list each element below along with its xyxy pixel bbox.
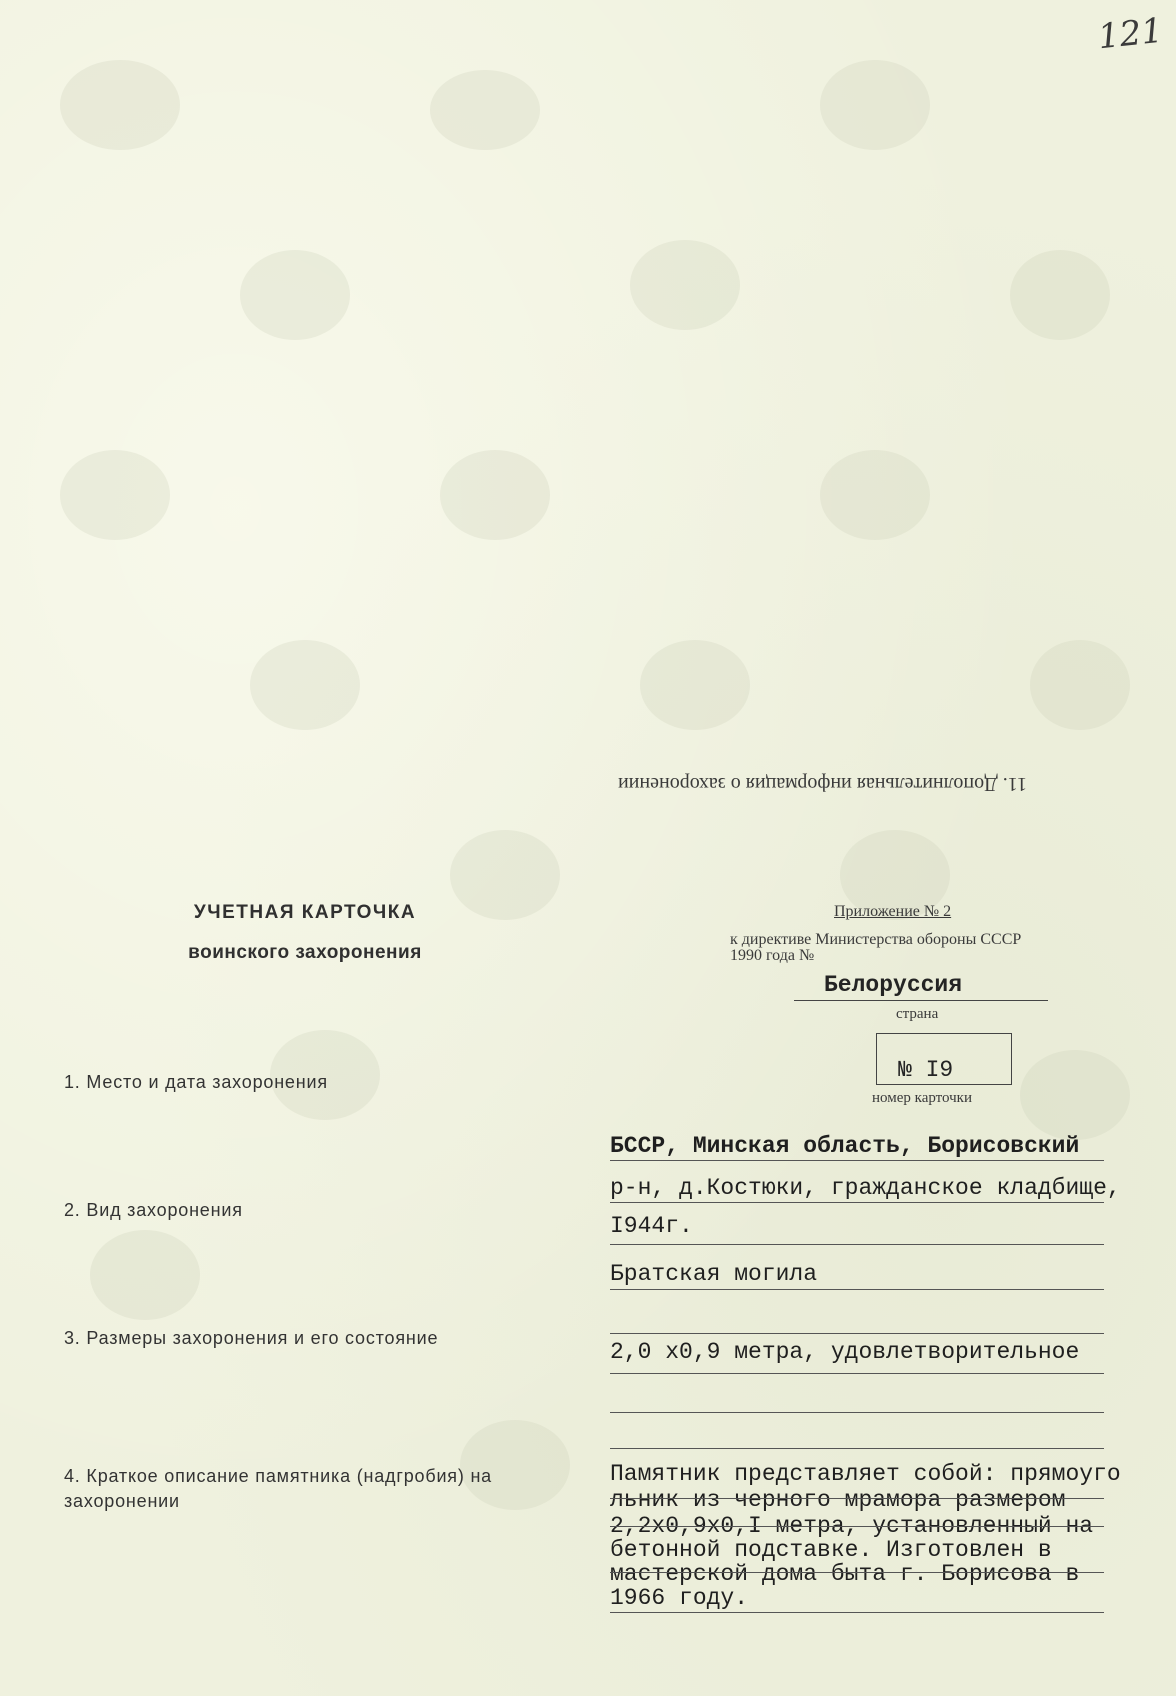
field-monument-label: 4. Краткое описание памятника (надгробия) на захоронении xyxy=(64,1466,492,1511)
paper-stain xyxy=(1010,250,1110,340)
paper-stain xyxy=(430,70,540,150)
paper-stain xyxy=(60,450,170,540)
field-size-label: 3. Размеры захоронения и его состояние xyxy=(64,1328,439,1348)
country-caption: страна xyxy=(896,1006,939,1022)
appendix-year-line: 1990 года № xyxy=(730,947,815,964)
field-type-value: Братская могила xyxy=(610,1261,818,1287)
paper-stain xyxy=(60,60,180,150)
card-number-value: № I9 xyxy=(898,1057,954,1083)
paper-stain xyxy=(90,1230,200,1320)
paper-stain xyxy=(250,640,360,730)
paper-stain xyxy=(240,250,350,340)
paper-stain xyxy=(1020,1050,1130,1140)
field-underline xyxy=(610,1244,1104,1245)
country-value: Белоруссия xyxy=(824,972,963,998)
field-underline xyxy=(610,1498,1104,1499)
field-underline xyxy=(610,1412,1104,1413)
paper-stain xyxy=(440,450,550,540)
field-underline xyxy=(610,1373,1104,1374)
field-monument-line: льник из черного мрамора размером xyxy=(610,1487,1066,1513)
field-underline xyxy=(610,1572,1104,1573)
field-underline xyxy=(610,1289,1104,1290)
appendix-title: Приложение № 2 xyxy=(834,903,952,920)
field-monument-line: 2,2х0,9х0,I метра, установленный на xyxy=(610,1513,1094,1539)
paper-stain xyxy=(450,830,560,920)
field-monument-line: 1966 году. xyxy=(610,1585,749,1611)
field-monument-line: мастерской дома быта г. Борисова в xyxy=(610,1561,1080,1587)
field-underline xyxy=(610,1612,1104,1613)
card-number-caption: номер карточки xyxy=(872,1090,972,1106)
field-place-line: I944г. xyxy=(610,1213,693,1239)
field-type-label: 2. Вид захоронения xyxy=(64,1200,243,1220)
field-monument-line: бетонной подставке. Изготовлен в xyxy=(610,1537,1052,1563)
card-subtitle: воинского захоронения xyxy=(188,942,422,963)
paper-stain xyxy=(1030,640,1130,730)
field-size-value: 2,0 х0,9 метра, удовлетворительное xyxy=(610,1339,1080,1365)
field-underline xyxy=(610,1448,1104,1449)
field-place-line: БССР, Минская область, Борисовский xyxy=(610,1133,1080,1159)
card-title: УЧЕТНАЯ КАРТОЧКА xyxy=(193,902,417,923)
paper-stain xyxy=(820,60,930,150)
appendix-directive-line: к директиве Министерства обороны СССР xyxy=(730,931,1022,948)
paper-stain xyxy=(640,640,750,730)
paper-stain xyxy=(820,450,930,540)
field-place-label: 1. Место и дата захоронения xyxy=(64,1072,328,1092)
field-underline xyxy=(610,1333,1104,1334)
field-monument-line: Памятник представляет собой: прямоуго xyxy=(610,1461,1121,1487)
field-underline xyxy=(610,1526,1104,1527)
field-place-line: р-н, д.Костюки, гражданское кладбище, xyxy=(610,1175,1121,1201)
country-underline xyxy=(794,1000,1048,1001)
field-underline xyxy=(610,1160,1104,1161)
upside-down-heading: 11. Дополнительная информация о захоронении xyxy=(618,773,1027,795)
page-number: 121 xyxy=(1096,10,1165,58)
paper-stain xyxy=(630,240,740,330)
field-underline xyxy=(610,1202,1104,1203)
